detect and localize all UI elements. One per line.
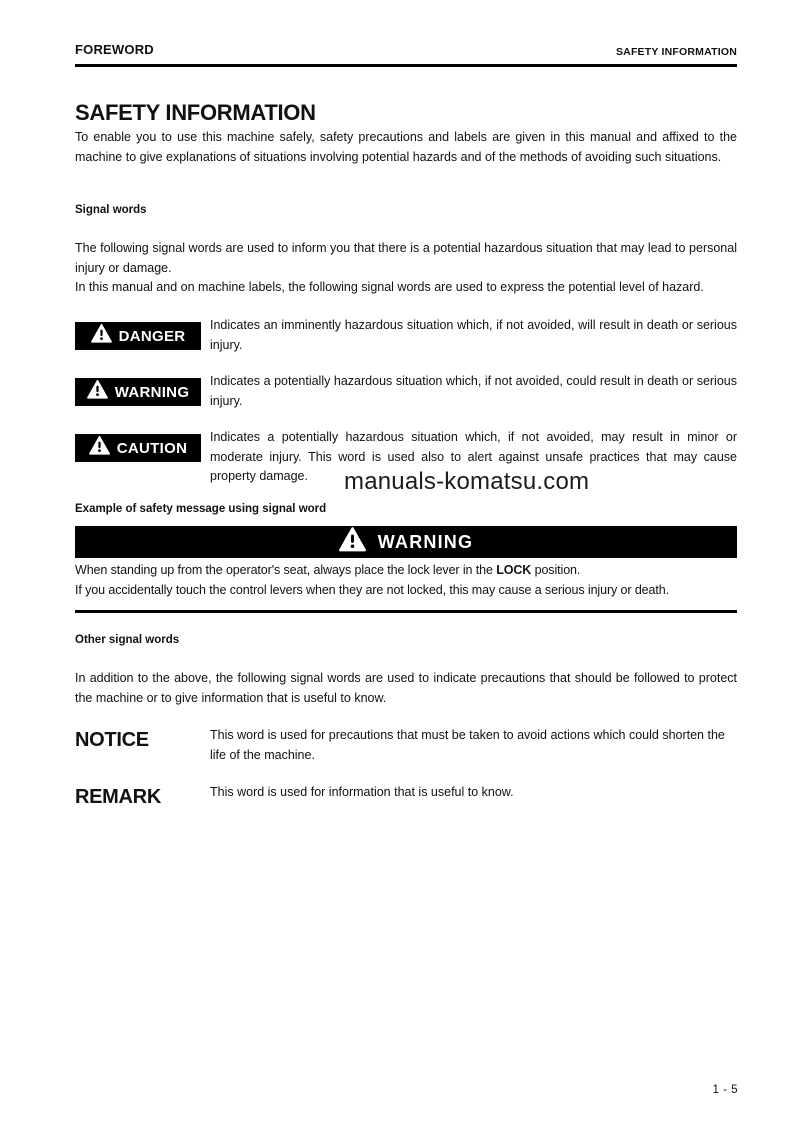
header-section-title: FOREWORD (75, 42, 154, 57)
caution-badge-label: CAUTION (116, 439, 188, 457)
example-message-line-2: If you accidentally touch the control levers when they are not locked, this may cause a serious injury or death. (75, 583, 669, 597)
caution-badge (75, 434, 201, 462)
warning-badge (75, 378, 201, 406)
other-signal-words-heading: Other signal words (75, 634, 180, 646)
notice-label: NOTICE (75, 729, 149, 751)
header-chapter-title: SAFETY INFORMATION (615, 46, 737, 58)
caution-description: Indicates a potentially hazardous situation which, if not avoided, may result in minor or moderate injury. This word is used also to alert against unsafe practices that may cause property damage. (210, 430, 737, 483)
page-title: SAFETY INFORMATION (75, 100, 316, 125)
warning-badge-label: WARNING (114, 383, 190, 401)
remark-description: This word is used for information that is useful to know. (210, 785, 514, 799)
danger-description: Indicates an imminently hazardous situation which, if not avoided, will result in death or serious injury. (210, 318, 737, 352)
signal-words-paragraph-2: In this manual and on machine labels, the following signal words are used to express the potential level of hazard. (75, 280, 704, 294)
danger-badge (75, 322, 201, 350)
intro-paragraph: To enable you to use this machine safely, safety precautions and labels are given in this manual and affixed to the machine to give explanations of situations involving potential hazards and of the methods of avoiding such situations. (75, 130, 737, 164)
danger-badge-label: DANGER (118, 327, 186, 345)
signal-words-intro (75, 239, 737, 298)
notice-description: This word is used for precautions that must be taken to avoid actions which could shorten the life of the machine. (210, 728, 725, 762)
section-divider-rule (75, 610, 737, 613)
example-message (75, 560, 737, 600)
watermark-text: manuals-komatsu.com (344, 468, 590, 495)
example-message-line-1: When standing up from the operator's seat, always place the lock lever in the LOCK position. (75, 563, 581, 577)
signal-words-heading: Signal words (75, 204, 147, 216)
warning-triangle-icon (87, 380, 108, 404)
warning-triangle-icon (89, 436, 110, 460)
example-heading: Example of safety message using signal word (75, 503, 327, 515)
other-signal-words-paragraph: In addition to the above, the following signal words are used to indicate precautions that should be followed to protect the machine or to give information that is useful to know. (75, 671, 737, 705)
warning-description: Indicates a potentially hazardous situation which, if not avoided, could result in death or serious injury. (210, 374, 737, 408)
page-number: 1 - 5 (712, 1084, 738, 1096)
signal-words-paragraph-1: The following signal words are used to inform you that there is a potential hazardous situation that may lead to personal injury or damage. (75, 241, 737, 275)
warning-triangle-icon (339, 527, 366, 557)
warning-banner-label: WARNING (377, 531, 474, 552)
lock-emphasis: LOCK (496, 563, 532, 577)
remark-label: REMARK (75, 786, 161, 808)
warning-triangle-icon (91, 324, 112, 348)
header-rule (75, 64, 737, 67)
warning-banner (75, 526, 737, 558)
